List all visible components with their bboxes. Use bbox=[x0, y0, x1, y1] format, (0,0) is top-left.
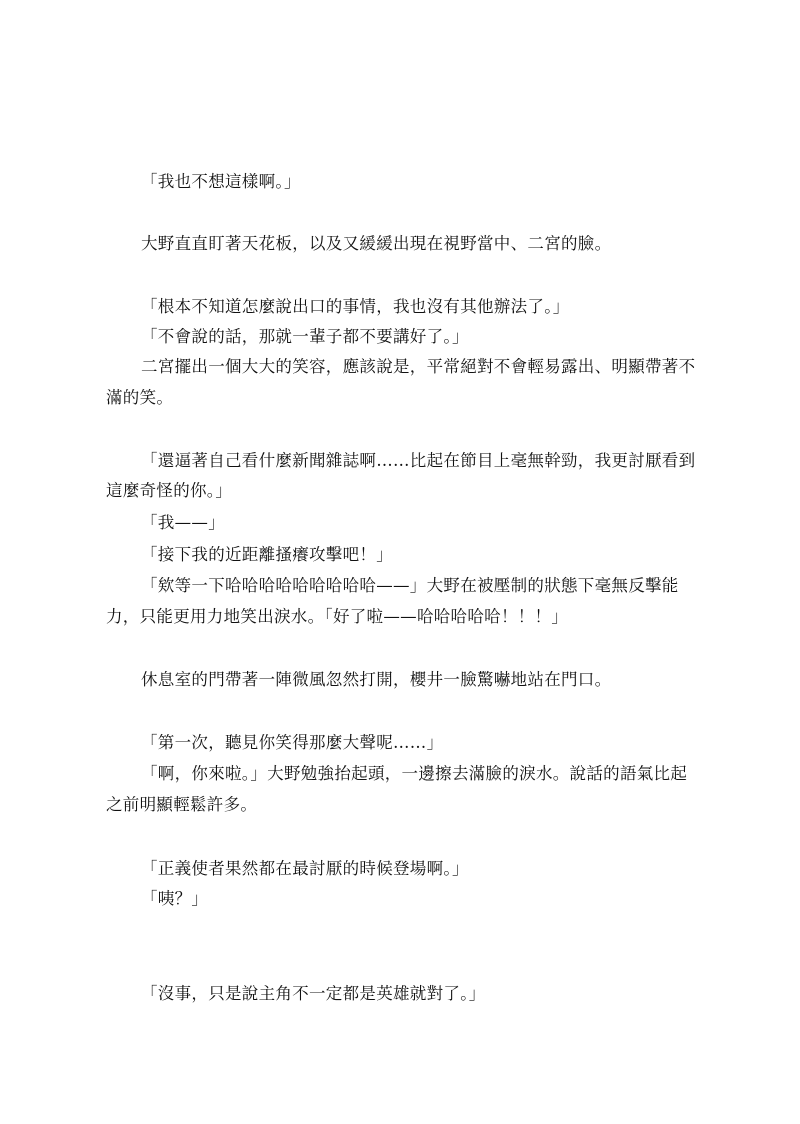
text-line: 「根本不知道怎麼說出口的事情，我也沒有其他辦法了。」 bbox=[141, 297, 570, 316]
text-line: 「咦？」 bbox=[141, 889, 209, 908]
text-line: 「第一次，聽見你笑得那麼大聲呢……」 bbox=[141, 733, 444, 752]
text-line: 「不會說的話，那就一輩子都不要講好了。」 bbox=[141, 327, 469, 346]
text-line: 二宮擺出一個大大的笑容，應該說是，平常絕對不會輕易露出、明顯帶著不 bbox=[141, 357, 696, 376]
text-line: 「還逼著自己看什麼新聞雜誌啊……比起在節目上毫無幹勁，我更討厭看到 bbox=[141, 451, 696, 470]
text-line: 之前明顯輕鬆許多。 bbox=[106, 795, 258, 814]
text-line: 「欸等一下哈哈哈哈哈哈哈哈哈——」大野在被壓制的狀態下毫無反擊能 bbox=[141, 576, 679, 595]
text-line: 「我也不想這樣啊。」 bbox=[141, 172, 301, 191]
text-line: 「沒事，只是說主角不一定都是英雄就對了。」 bbox=[141, 984, 486, 1003]
text-line: 「接下我的近距離搔癢攻擊吧！」 bbox=[141, 545, 393, 564]
text-line: 大野直直盯著天花板，以及又緩緩出現在視野當中、二宮的臉。 bbox=[141, 234, 612, 253]
text-line: 力，只能更用力地笑出淚水。「好了啦——哈哈哈哈哈！！！」 bbox=[106, 607, 569, 626]
text-line: 「啊，你來啦。」大野勉強抬起頭，一邊擦去滿臉的淚水。說話的語氣比起 bbox=[141, 764, 688, 783]
text-line: 「我——」 bbox=[141, 513, 225, 532]
text-line: 休息室的門帶著一陣微風忽然打開，櫻井一臉驚嚇地站在門口。 bbox=[141, 670, 612, 689]
text-line: 「正義使者果然都在最討厭的時候登場啊。」 bbox=[141, 859, 469, 878]
text-line: 滿的笑。 bbox=[106, 388, 174, 407]
text-line: 這麼奇怪的你。」 bbox=[106, 481, 233, 500]
